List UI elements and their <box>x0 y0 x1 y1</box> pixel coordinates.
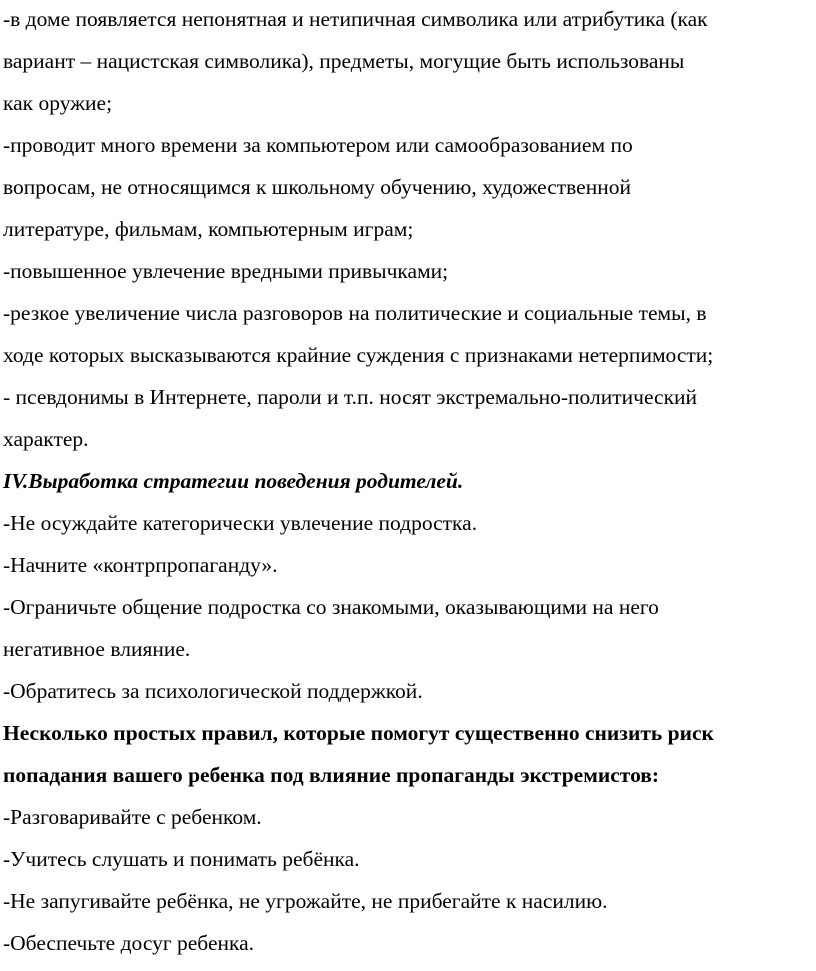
text-line: негативное влияние. <box>3 637 191 661</box>
text-line: -Не осуждайте категорически увлечение подростка. <box>3 511 478 535</box>
rules-heading: попадания вашего ребенка под влияние пропаганды экстремистов: <box>3 763 660 787</box>
text-line: -Начните «контрпропаганду». <box>3 553 278 577</box>
text-line: -Не запугивайте ребёнка, не угрожайте, не прибегайте к насилию. <box>3 889 608 913</box>
text-line: -повышенное увлечение вредными привычками; <box>3 259 449 283</box>
text-line: ходе которых высказываются крайние суждения с признаками нетерпимости; <box>3 343 714 367</box>
text-line: -в доме появляется непонятная и нетипичная символика или атрибутика (как <box>3 7 708 31</box>
text-line: -Разговаривайте с ребенком. <box>3 805 262 829</box>
text-line: как оружие; <box>3 91 113 115</box>
text-line: литературе, фильмам, компьютерным играм; <box>3 217 414 241</box>
text-line: -Ограничьте общение подростка со знакомыми, оказывающими на него <box>3 595 659 619</box>
text-line: вопросам, не относящимся к школьному обучению, художественной <box>3 175 631 199</box>
text-line: -резкое увеличение числа разговоров на политические и социальные темы, в <box>3 301 707 325</box>
text-line: -проводит много времени за компьютером или самообразованием по <box>3 133 633 157</box>
text-line: -Обеспечьте досуг ребенка. <box>3 931 255 955</box>
text-line: характер. <box>3 427 89 451</box>
rules-heading: Несколько простых правил, которые помогут существенно снизить риск <box>3 721 714 745</box>
text-line: - псевдонимы в Интернете, пароли и т.п. носят экстремально-политический <box>3 385 698 409</box>
text-line: -Обратитесь за психологической поддержкой. <box>3 679 423 703</box>
text-line: -Учитесь слушать и понимать ребёнка. <box>3 847 360 871</box>
section-heading: IV.Выработка стратегии поведения родителей. <box>3 469 464 493</box>
text-line: вариант – нацистская символика), предметы, могущие быть использованы <box>3 49 685 73</box>
